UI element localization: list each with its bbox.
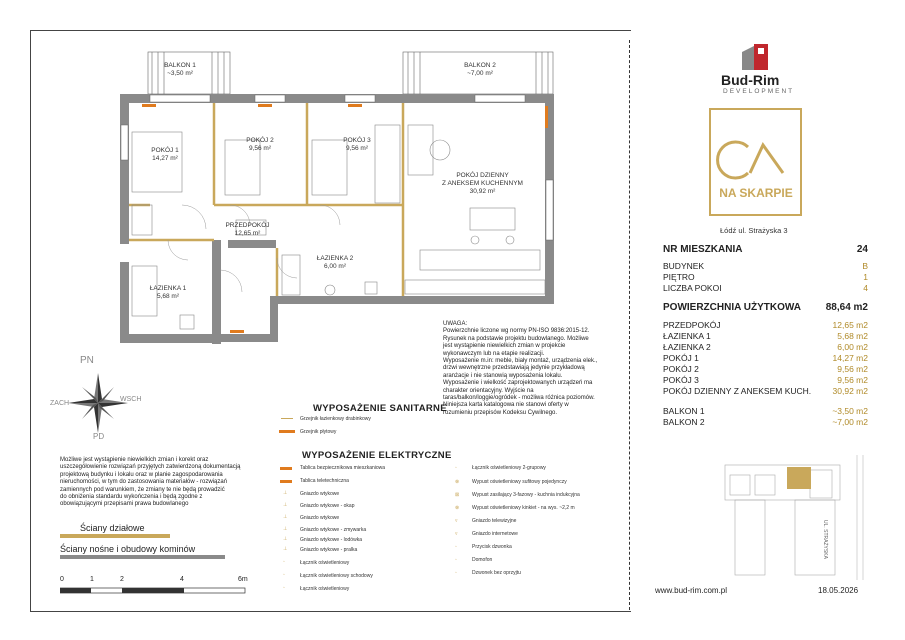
lazienka2-label: ŁAZIENKA 2 6,00 m² (316, 255, 354, 270)
bud-rim-logo-icon (738, 42, 778, 74)
scale-4: 4 (180, 576, 184, 583)
area-row: PRZEDPOKÓJ 12,65 m2 (663, 320, 868, 330)
electric-item: Wypust zasilający 3-fazowy - kuchnia indukcyjna (472, 492, 580, 498)
scale-0: 0 (60, 576, 64, 583)
compass-w: ZACH (50, 400, 70, 407)
przedpokoj-label: PRZEDPOKÓJ 12,65 m² (225, 222, 270, 237)
electric-item: Tablica bezpiecznikowa mieszkaniowa (300, 465, 386, 471)
socket-icon: ⊥ (283, 514, 288, 520)
panel-radiator-icon (279, 430, 295, 433)
bearing-walls (120, 94, 554, 344)
project-name: NA SKARPIE (719, 186, 793, 200)
scale-1: 1 (90, 576, 94, 583)
scale-bar (60, 587, 250, 595)
electric-item: Gniazdo wtykowe - zmywarka (300, 527, 367, 533)
company-name: Bud-Rim (721, 72, 780, 88)
company-sub: DEVELOPMENT (723, 88, 795, 95)
balkon1-label: BALKON 1 ~3,50 m² (164, 62, 196, 77)
electric-item: Gniazdo wtykowe - lodówka (300, 537, 362, 543)
internet-socket-icon: ▿ (455, 531, 458, 537)
fuse-box-icon (280, 467, 292, 470)
electric-item: Gniazdo internetowe (472, 531, 518, 537)
website-link[interactable]: www.bud-rim.com.pl (655, 586, 728, 595)
area-row: ŁAZIENKA 1 5,68 m2 (663, 331, 868, 341)
area-row: POKÓJ 2 9,56 m2 (663, 364, 868, 374)
tv-socket-icon: ▿ (455, 518, 458, 524)
sanitary-title: WYPOSAŻENIE SANITARNE (313, 403, 447, 414)
socket-hood-icon: ⊥ (283, 502, 288, 508)
telecom-box-icon (280, 480, 292, 483)
electric-item: Gniazdo wtykowe - okap (300, 503, 355, 509)
electric-item: Wypust oświetleniowy kinkiet - na wys. ~2,2 m (472, 505, 575, 511)
socket-dishwasher-icon: ⊥ (283, 526, 288, 532)
doors (168, 205, 340, 292)
balcony-row: BALKON 2 ~7,00 m2 (663, 417, 868, 427)
electric-item: Dzwonek bez oprzyjtu (472, 570, 521, 576)
electric-item: Łącznik oświetleniowy (300, 560, 350, 566)
electric-item: Tablica teletechniczna (300, 478, 349, 484)
building-row: BUDYNEK B (663, 261, 868, 271)
floor-row: PIĘTRO 1 (663, 272, 868, 282)
electric-item: Łącznik oświetleniowy (300, 586, 350, 592)
socket-fridge-icon: ⊥ (283, 536, 288, 542)
total-area-row: POWIERZCHNIA UŻYTKOWA 88,64 m2 (663, 302, 868, 313)
electric-item: Wypust oświetleniowy sufitowy pojedynczy (472, 479, 567, 485)
electric-item: Łącznik oświetleniowy 2-grupowy (472, 465, 546, 471)
sanitary-item-2: Grzejnik płytowy (300, 429, 337, 435)
bell-icon: ◦ (455, 570, 457, 576)
area-row: POKÓJ DZIENNY Z ANEKSEM KUCH. 30,92 m2 (663, 386, 868, 396)
pokoj2-label: POKÓJ 2 9,56 m² (246, 137, 274, 152)
dzienny-label: POKÓJ DZIENNY Z ANEKSEM KUCHENNYM 30,92 m² (442, 172, 523, 195)
electric-item: Gniazdo telewizyjne (472, 518, 517, 524)
towel-rail-icon (281, 418, 293, 419)
area-row: ŁAZIENKA 2 6,00 m2 (663, 342, 868, 352)
date: 18.05.2026 (818, 586, 859, 595)
na-skarpie-logo-icon (708, 107, 803, 217)
scale-6: 6m (238, 576, 248, 583)
electric-item: Przycisk dzwonka (472, 544, 512, 550)
pokoj3-label: POKÓJ 3 9,56 m² (343, 137, 371, 152)
switch-icon: ◦ (283, 585, 285, 591)
doorbell-button-icon: ◦ (455, 544, 457, 550)
compass-e: WSCH (120, 396, 142, 403)
compass-s: PD (93, 432, 105, 441)
area-row: POKÓJ 1 14,27 m2 (663, 353, 868, 363)
area-row: POKÓJ 3 9,56 m2 (663, 375, 868, 385)
induction-outlet-icon: ⊠ (455, 492, 460, 498)
disclaimer: Możliwe jest wystąpienie niewielkich zmian i korekt oraz uszczegółowienie rozwiązań przyjętych zatwierdzoną dokumentacją projektową budynku i lokalu oraz w planie zagospodarowania nieruchomości, w tym do zastosowania materiałów - rozwiązań zamiennych pod warunkiem, że zmiany te nie będą prowadzić do obniżenia standardu wykończenia i będą zgodne z obowiązującymi przepisami prawa budowlanego (60, 457, 241, 508)
electric-item: Łącznik oświetleniowy schodowy (300, 573, 373, 579)
ceiling-light-icon: ⊗ (455, 479, 460, 485)
electric-title: WYPOSAŻENIE ELEKTRYCZNE (302, 450, 452, 461)
compass-n: PN (80, 355, 94, 366)
key-plan (715, 455, 865, 580)
socket-washer-icon: ⊥ (283, 546, 288, 552)
intercom-icon: ◦ (455, 557, 457, 563)
bearing-swatch (60, 555, 225, 559)
street-label: UL. STRAŻYSKA (822, 520, 828, 559)
balkon2-label: BALKON 2 ~7,00 m² (464, 62, 496, 77)
switch-icon: ◦ (283, 559, 285, 565)
electric-item: Domofon (472, 557, 493, 563)
electric-item: Gniazdo wtykowe (300, 491, 340, 497)
electric-item: Gniazdo wtykowe - pralka (300, 547, 358, 553)
legend-partition: Ściany działowe (80, 523, 145, 533)
sanitary-item-1: Grzejnik łazienkowy drabinkowy (300, 416, 371, 422)
socket-icon: ⊥ (283, 490, 288, 496)
lazienka1-label: ŁAZIENKA 1 5,68 m² (149, 285, 187, 300)
rooms-count-row: LICZBA POKOI 4 (663, 283, 868, 293)
pokoj1-label: POKÓJ 1 14,27 m² (151, 147, 179, 162)
legend-bearing: Ściany nośne i obudowy kominów (60, 544, 196, 554)
wall-light-icon: ⊗ (455, 505, 460, 511)
notice-block: UWAGA: Powierzchnie liczone wg normy PN-ISO 9836:2015-12. Rysunek na podstawie projektu budowlanego. Możliwe jest wystąpienie niewielkich zmian w projekcie wykonawczym lub na etapie realizacji. Wyposażenie m.in: meble, biały montaż, urządzenia elek., drzwi wewnętrzne przedstawiają jedynie przykładową aranżacje i nie stanowią wyposażenia lokalu. Wyposażenie i wielkość zaprojektowanych urządzeń ma charakter orientacyjny. Wyjście na taras/balkon/loggie/ogródek - możliwa różnica poziomów. Niniejsza karta katalogowa nie stanowi oferty w rozumieniu przepisów Kodeksu Cywilnego. (443, 321, 598, 416)
partition-swatch (60, 534, 170, 538)
electric-item: Gniazdo wtykowe (300, 515, 340, 521)
apartment-number-row: NR MIESZKANIA 24 (663, 244, 868, 255)
double-switch-icon: ◦ (455, 465, 457, 471)
address: Łódź ul. Strażyska 3 (720, 226, 788, 235)
stair-switch-icon: ◦ (283, 572, 285, 578)
balcony-row: BALKON 1 ~3,50 m2 (663, 406, 868, 416)
scale-2: 2 (120, 576, 124, 583)
